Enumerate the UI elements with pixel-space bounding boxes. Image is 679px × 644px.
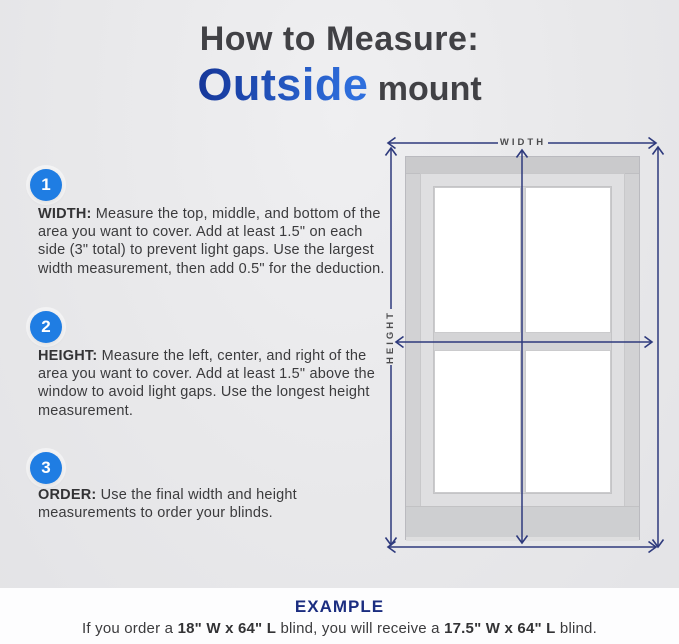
example-heading: EXAMPLE: [294, 597, 385, 616]
title-line2: [0, 58, 679, 110]
measurement-arrows: [380, 130, 672, 560]
height-label: HEIGHT: [385, 310, 396, 364]
step-2-number: 2: [41, 317, 51, 336]
example-middle: blind, you will receive a: [276, 620, 445, 637]
title-highlight: Outside: [197, 58, 369, 110]
example-receive-size: 17.5" W x 64" L: [444, 620, 556, 637]
example-prefix: If you order a: [82, 620, 178, 637]
example-section: [0, 588, 679, 644]
step-3-label: ORDER:: [38, 487, 97, 503]
window-diagram: [380, 130, 672, 560]
title-suffix: mount: [368, 69, 482, 108]
step-3-number: 3: [41, 458, 51, 477]
step-1-body: Measure the top, middle, and bottom of the area you want to cover. Add at least 1.5" on each side (3" total) to prevent light gaps. Use the largest width measurement, then add 0.5" for the deduction.: [38, 206, 385, 277]
step-1-label: WIDTH:: [38, 206, 92, 222]
example-order-size: 18" W x 64" L: [177, 620, 277, 637]
step-2-body: Measure the left, center, and right of the area you want to cover. Add at least 1.5" above the window to avoid light gaps. Use the longest height measurement.: [38, 348, 375, 419]
step-2-badge: [30, 311, 62, 343]
step-2-label: HEIGHT:: [38, 348, 98, 364]
step-3-body: Use the final width and height measurements to order your blinds.: [38, 487, 297, 522]
step-3-text: [38, 486, 386, 522]
width-label: WIDTH: [499, 137, 547, 148]
example-sentence: [0, 620, 679, 637]
step-3-badge: [30, 452, 62, 484]
step-2-text: [38, 347, 386, 420]
step-1-badge: [30, 169, 62, 201]
page-title: [0, 22, 679, 108]
step-1-number: 1: [41, 175, 51, 194]
title-line1: How to Measure:: [199, 20, 480, 58]
step-1-text: [38, 205, 386, 278]
example-suffix: blind.: [555, 620, 597, 637]
